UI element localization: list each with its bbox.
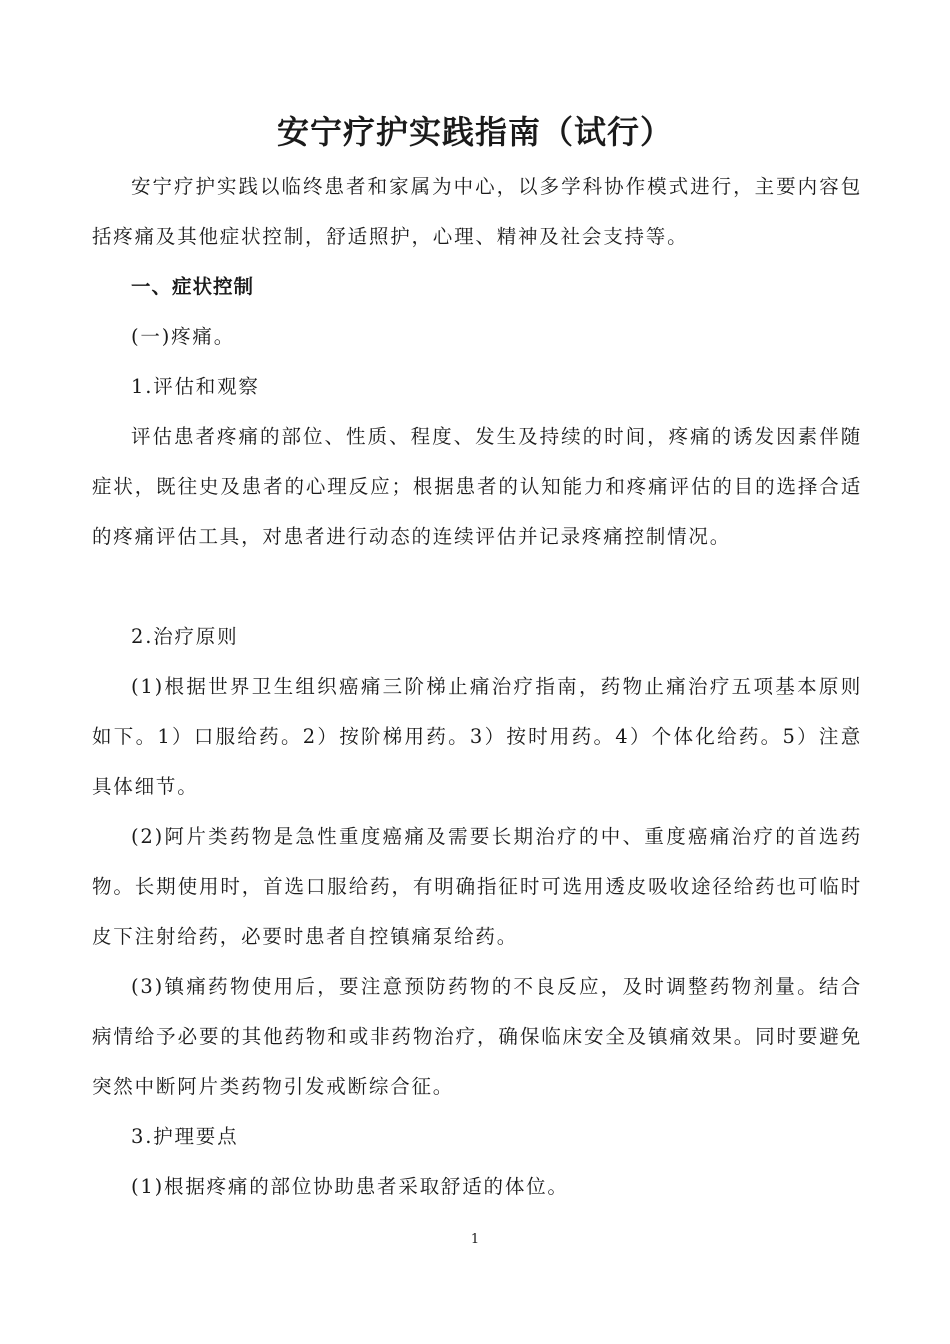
page-number: 1: [470, 1232, 480, 1247]
treatment-paragraph-3: (3)镇痛药物使用后，要注意预防药物的不良反应，及时调整药物剂量。结合病情给予必要的其他药物和或非药物治疗，确保临床安全及镇痛效果。同时要避免突然中断阿片类药物引发戒断综合征。: [92, 975, 862, 1098]
treatment-paragraph-1: (1)根据世界卫生组织癌痛三阶梯止痛治疗指南，药物止痛治疗五项基本原则如下。1）口服给药。2）按阶梯用药。3）按时用药。4）个体化给药。5）注意具体细节。: [92, 675, 862, 798]
item-heading: 1.评估和观察: [131, 375, 260, 398]
care-paragraph-1: (1)根据疼痛的部位协助患者采取舒适的体位。: [131, 1175, 569, 1198]
item-heading: 3.护理要点: [131, 1125, 239, 1148]
blank-line: [92, 562, 862, 612]
document-title: 安宁疗护实践指南（试行）: [276, 113, 673, 151]
section-heading: 一、症状控制: [131, 275, 255, 298]
document-body: [92, 162, 862, 1212]
treatment-paragraph-2: (2)阿片类药物是急性重度癌痛及需要长期治疗的中、重度癌痛治疗的首选药物。长期使用时，首选口服给药，有明确指征时可选用透皮吸收途径给药也可临时皮下注射给药，必要时患者自控镇痛泵给药。: [92, 825, 862, 948]
subsection-heading: (一)疼痛。: [131, 325, 236, 348]
item-heading: 2.治疗原则: [131, 625, 239, 648]
assessment-paragraph: 评估患者疼痛的部位、性质、程度、发生及持续的时间，疼痛的诱发因素伴随症状，既往史及患者的心理反应；根据患者的认知能力和疼痛评估的目的选择合适的疼痛评估工具，对患者进行动态的连续评估并记录疼痛控制情况。: [92, 425, 862, 548]
intro-paragraph: 安宁疗护实践以临终患者和家属为中心，以多学科协作模式进行，主要内容包括疼痛及其他症状控制，舒适照护，心理、精神及社会支持等。: [92, 175, 862, 248]
